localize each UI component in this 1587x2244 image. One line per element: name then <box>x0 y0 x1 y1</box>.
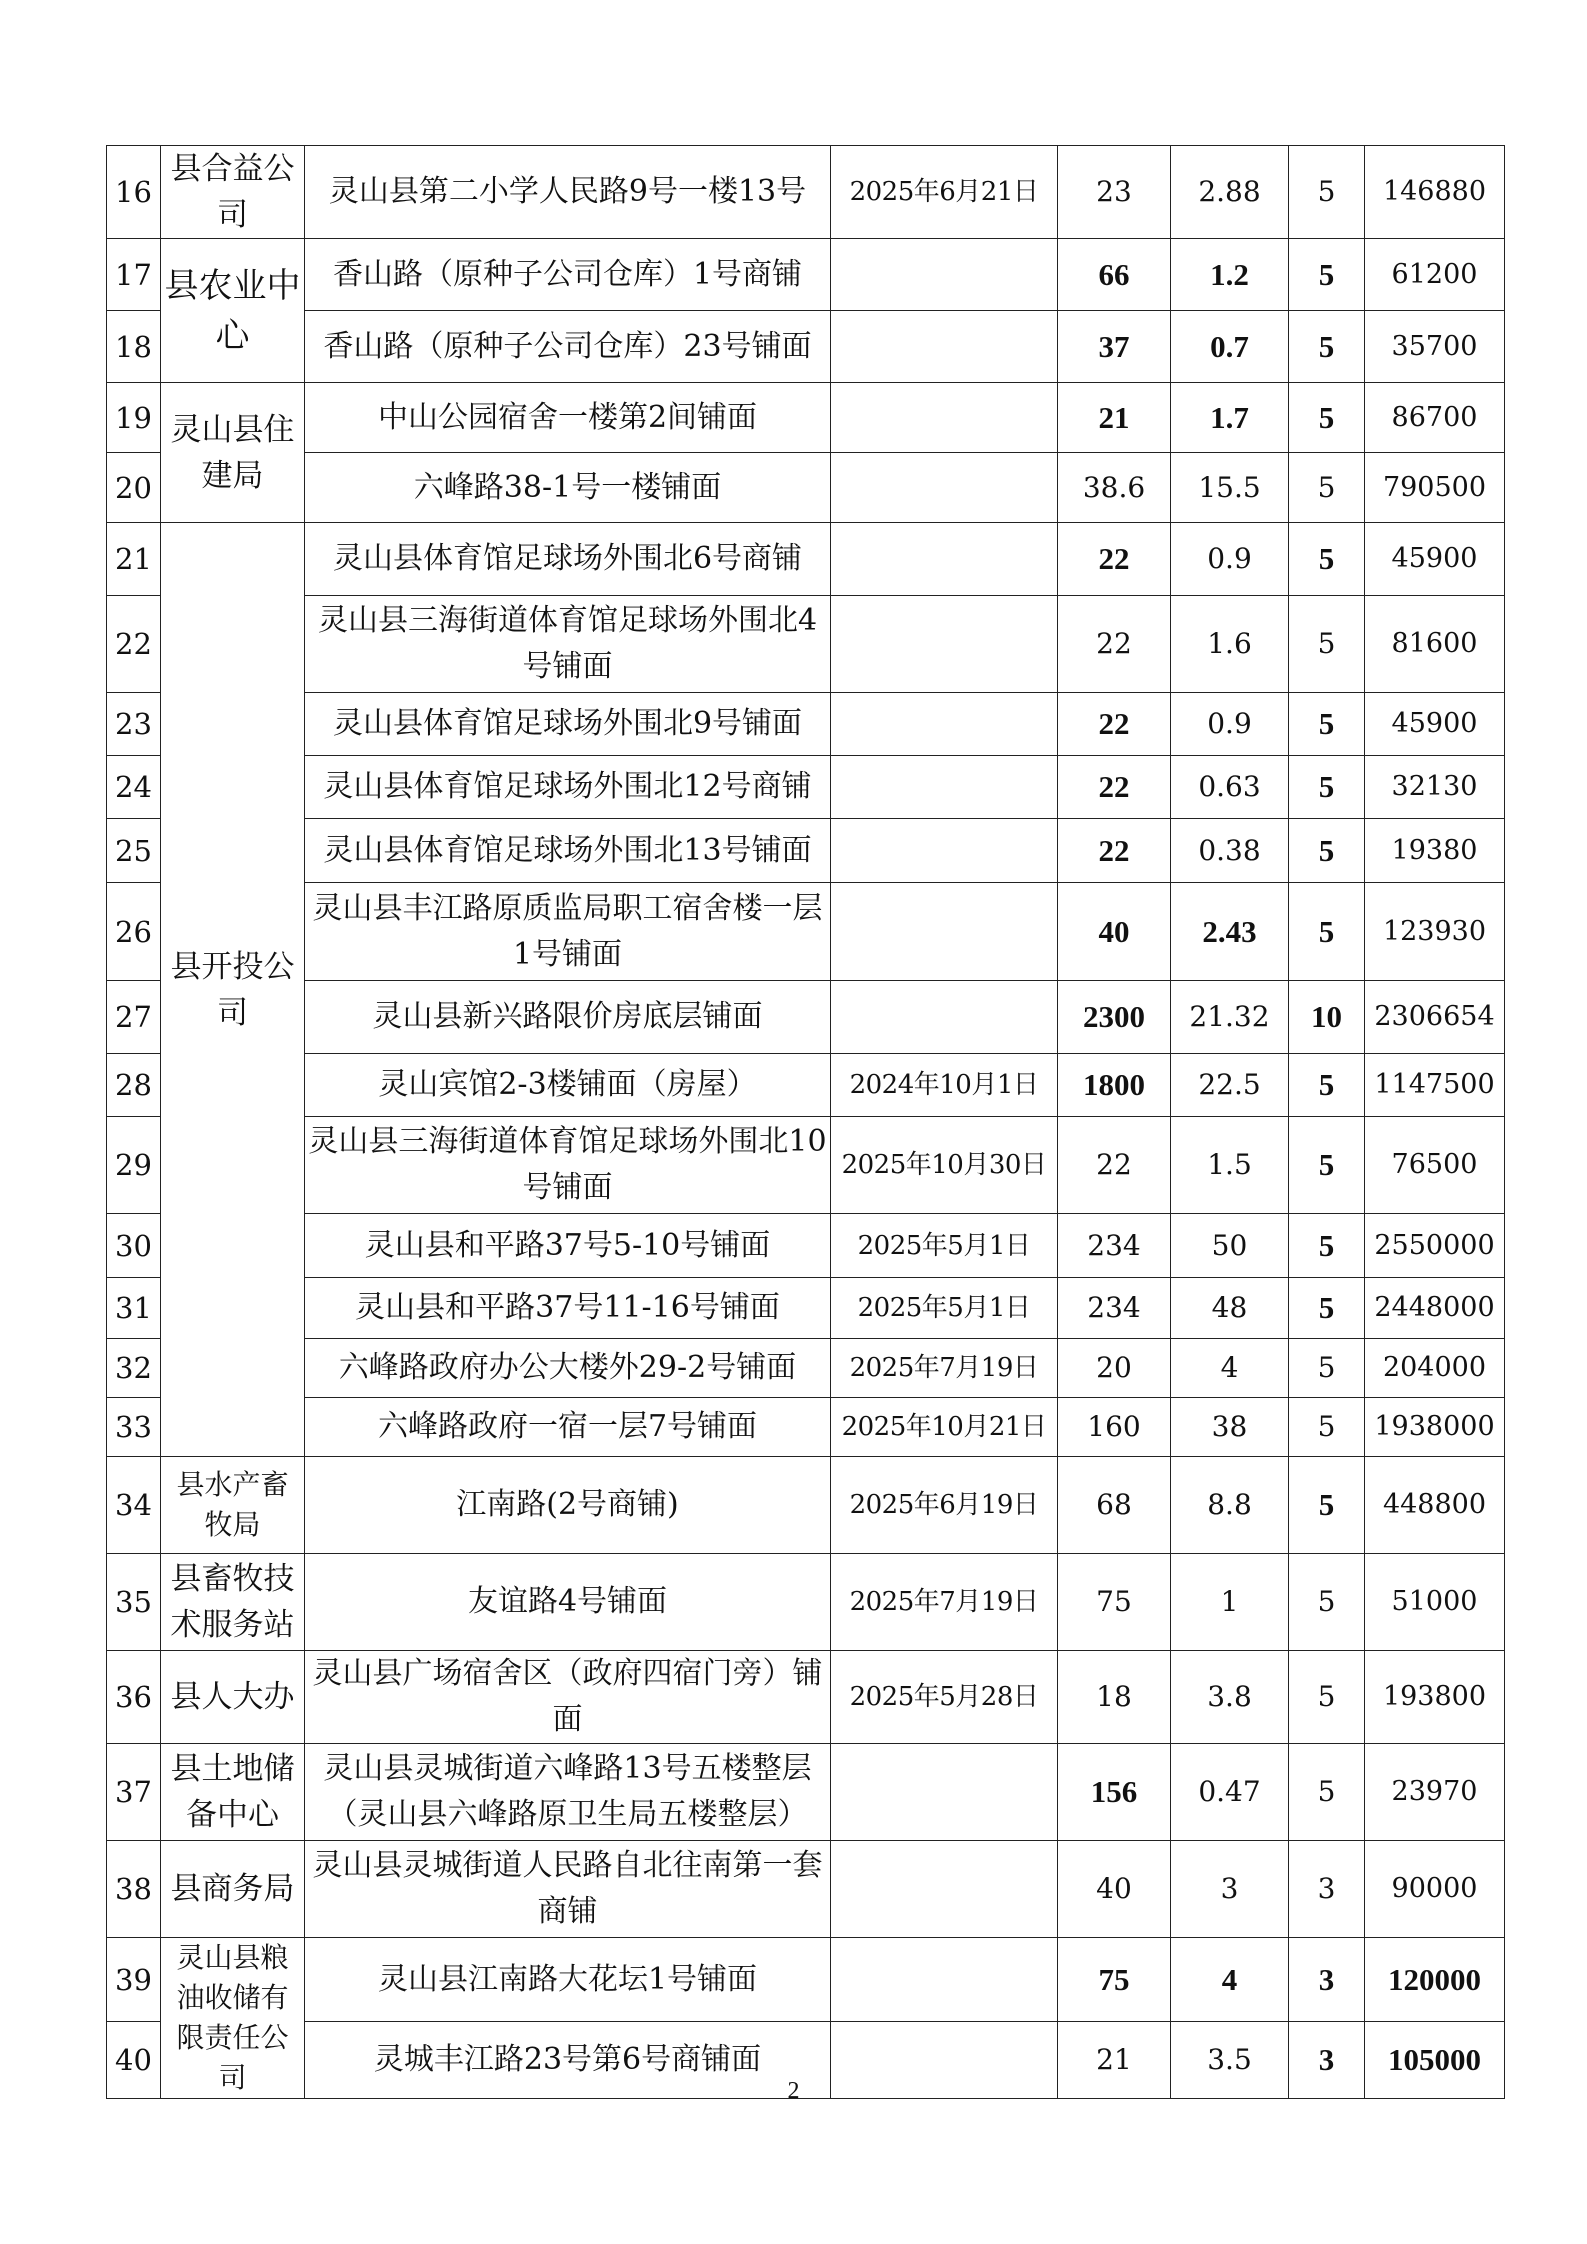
rent: 3.8 <box>1171 1651 1289 1744</box>
area: 22 <box>1058 693 1171 756</box>
area: 1800 <box>1058 1054 1171 1117</box>
table-row <box>107 1841 1505 1938</box>
total: 193800 <box>1365 1651 1505 1744</box>
unit-name: 灵山县住建局 <box>161 383 305 523</box>
years: 5 <box>1289 1214 1365 1278</box>
rent: 15.5 <box>1171 453 1289 523</box>
expiry-date: 2025年6月19日 <box>831 1457 1058 1554</box>
rent: 0.7 <box>1171 311 1289 383</box>
area: 40 <box>1058 1841 1171 1938</box>
unit-name: 县人大办 <box>161 1651 305 1744</box>
expiry-date <box>831 693 1058 756</box>
years: 5 <box>1289 1278 1365 1339</box>
years: 5 <box>1289 596 1365 693</box>
table-row <box>107 1339 1505 1398</box>
table-row <box>107 311 1505 383</box>
area: 68 <box>1058 1457 1171 1554</box>
unit-name: 县合益公司 <box>161 146 305 239</box>
row-number: 38 <box>107 1841 161 1938</box>
area: 37 <box>1058 311 1171 383</box>
rent: 0.9 <box>1171 693 1289 756</box>
area: 21 <box>1058 383 1171 453</box>
area: 66 <box>1058 239 1171 311</box>
table-row <box>107 1554 1505 1651</box>
table-row <box>107 596 1505 693</box>
total: 61200 <box>1365 239 1505 311</box>
unit-name: 县农业中心 <box>161 239 305 383</box>
total: 81600 <box>1365 596 1505 693</box>
table-row <box>107 1938 1505 2022</box>
location: 灵山县新兴路限价房底层铺面 <box>305 981 831 1054</box>
table-row <box>107 756 1505 819</box>
location: 灵山县体育馆足球场外围北6号商铺 <box>305 523 831 596</box>
row-number: 17 <box>107 239 161 311</box>
table-row <box>107 1744 1505 1841</box>
table-row <box>107 1054 1505 1117</box>
location: 灵山县体育馆足球场外围北9号铺面 <box>305 693 831 756</box>
expiry-date <box>831 311 1058 383</box>
row-number: 21 <box>107 523 161 596</box>
rent: 0.47 <box>1171 1744 1289 1841</box>
location: 香山路（原种子公司仓库）23号铺面 <box>305 311 831 383</box>
expiry-date: 2025年5月28日 <box>831 1651 1058 1744</box>
years: 5 <box>1289 819 1365 883</box>
total: 45900 <box>1365 693 1505 756</box>
years: 5 <box>1289 1457 1365 1554</box>
area: 2300 <box>1058 981 1171 1054</box>
row-number: 30 <box>107 1214 161 1278</box>
table-row <box>107 883 1505 981</box>
table-row <box>107 239 1505 311</box>
expiry-date <box>831 756 1058 819</box>
table-row <box>107 1214 1505 1278</box>
years: 5 <box>1289 311 1365 383</box>
area: 75 <box>1058 1554 1171 1651</box>
rent: 0.38 <box>1171 819 1289 883</box>
total: 790500 <box>1365 453 1505 523</box>
area: 22 <box>1058 819 1171 883</box>
rent: 1.7 <box>1171 383 1289 453</box>
location: 灵山县体育馆足球场外围北13号铺面 <box>305 819 831 883</box>
total: 123930 <box>1365 883 1505 981</box>
rent: 50 <box>1171 1214 1289 1278</box>
row-number: 26 <box>107 883 161 981</box>
rent: 48 <box>1171 1278 1289 1339</box>
total: 23970 <box>1365 1744 1505 1841</box>
area: 156 <box>1058 1744 1171 1841</box>
table-row <box>107 1651 1505 1744</box>
rent: 0.9 <box>1171 523 1289 596</box>
rent: 1.6 <box>1171 596 1289 693</box>
area: 18 <box>1058 1651 1171 1744</box>
total: 51000 <box>1365 1554 1505 1651</box>
area: 22 <box>1058 1117 1171 1214</box>
area: 21 <box>1058 2022 1171 2099</box>
total: 76500 <box>1365 1117 1505 1214</box>
location: 六峰路政府一宿一层7号铺面 <box>305 1398 831 1457</box>
area: 22 <box>1058 596 1171 693</box>
rent: 0.63 <box>1171 756 1289 819</box>
expiry-date <box>831 1841 1058 1938</box>
total: 204000 <box>1365 1339 1505 1398</box>
rent: 2.43 <box>1171 883 1289 981</box>
total: 32130 <box>1365 756 1505 819</box>
years: 3 <box>1289 1841 1365 1938</box>
table-row <box>107 1117 1505 1214</box>
rent: 2.88 <box>1171 146 1289 239</box>
location: 灵山县第二小学人民路9号一楼13号 <box>305 146 831 239</box>
location: 灵山宾馆2-3楼铺面（房屋） <box>305 1054 831 1117</box>
unit-name: 县开投公司 <box>161 523 305 1457</box>
total: 105000 <box>1365 2022 1505 2099</box>
rent: 4 <box>1171 1938 1289 2022</box>
table-row <box>107 146 1505 239</box>
years: 5 <box>1289 693 1365 756</box>
unit-name: 县商务局 <box>161 1841 305 1938</box>
row-number: 34 <box>107 1457 161 1554</box>
location: 六峰路38-1号一楼铺面 <box>305 453 831 523</box>
years: 5 <box>1289 1117 1365 1214</box>
total: 1938000 <box>1365 1398 1505 1457</box>
area: 160 <box>1058 1398 1171 1457</box>
expiry-date <box>831 596 1058 693</box>
location: 灵山县灵城街道人民路自北往南第一套商铺 <box>305 1841 831 1938</box>
table-row <box>107 1457 1505 1554</box>
years: 3 <box>1289 2022 1365 2099</box>
expiry-date: 2025年7月19日 <box>831 1554 1058 1651</box>
page-number: 2 <box>787 2078 800 2104</box>
expiry-date: 2025年10月21日 <box>831 1398 1058 1457</box>
expiry-date <box>831 453 1058 523</box>
expiry-date <box>831 239 1058 311</box>
area: 22 <box>1058 523 1171 596</box>
years: 5 <box>1289 1744 1365 1841</box>
rent: 3 <box>1171 1841 1289 1938</box>
total: 2448000 <box>1365 1278 1505 1339</box>
years: 5 <box>1289 883 1365 981</box>
total: 45900 <box>1365 523 1505 596</box>
expiry-date <box>831 883 1058 981</box>
row-number: 16 <box>107 146 161 239</box>
row-number: 35 <box>107 1554 161 1651</box>
years: 5 <box>1289 146 1365 239</box>
row-number: 19 <box>107 383 161 453</box>
area: 22 <box>1058 756 1171 819</box>
row-number: 36 <box>107 1651 161 1744</box>
location: 灵城丰江路23号第6号商铺面 <box>305 2022 831 2099</box>
total: 146880 <box>1365 146 1505 239</box>
total: 448800 <box>1365 1457 1505 1554</box>
years: 5 <box>1289 756 1365 819</box>
expiry-date: 2025年10月30日 <box>831 1117 1058 1214</box>
total: 86700 <box>1365 383 1505 453</box>
area: 234 <box>1058 1214 1171 1278</box>
rent: 1.2 <box>1171 239 1289 311</box>
row-number: 33 <box>107 1398 161 1457</box>
row-number: 37 <box>107 1744 161 1841</box>
unit-name: 县畜牧技术服务站 <box>161 1554 305 1651</box>
area: 40 <box>1058 883 1171 981</box>
location: 灵山县灵城街道六峰路13号五楼整层（灵山县六峰路原卫生局五楼整层） <box>305 1744 831 1841</box>
row-number: 20 <box>107 453 161 523</box>
location: 灵山县体育馆足球场外围北12号商铺 <box>305 756 831 819</box>
row-number: 29 <box>107 1117 161 1214</box>
row-number: 23 <box>107 693 161 756</box>
total: 120000 <box>1365 1938 1505 2022</box>
years: 5 <box>1289 383 1365 453</box>
location: 灵山县三海街道体育馆足球场外围北4号铺面 <box>305 596 831 693</box>
expiry-date <box>831 981 1058 1054</box>
expiry-date <box>831 523 1058 596</box>
table-row <box>107 383 1505 453</box>
total: 2306654 <box>1365 981 1505 1054</box>
table-row <box>107 453 1505 523</box>
location: 灵山县和平路37号5-10号铺面 <box>305 1214 831 1278</box>
years: 3 <box>1289 1938 1365 2022</box>
row-number: 28 <box>107 1054 161 1117</box>
rent: 22.5 <box>1171 1054 1289 1117</box>
table-row <box>107 693 1505 756</box>
location: 中山公园宿舍一楼第2间铺面 <box>305 383 831 453</box>
rent: 1 <box>1171 1554 1289 1651</box>
expiry-date <box>831 1744 1058 1841</box>
years: 5 <box>1289 1054 1365 1117</box>
expiry-date: 2025年6月21日 <box>831 146 1058 239</box>
row-number: 18 <box>107 311 161 383</box>
total: 2550000 <box>1365 1214 1505 1278</box>
total: 19380 <box>1365 819 1505 883</box>
location: 灵山县广场宿舍区（政府四宿门旁）铺面 <box>305 1651 831 1744</box>
expiry-date: 2025年7月19日 <box>831 1339 1058 1398</box>
expiry-date <box>831 1938 1058 2022</box>
area: 20 <box>1058 1339 1171 1398</box>
table-row <box>107 523 1505 596</box>
area: 23 <box>1058 146 1171 239</box>
total: 90000 <box>1365 1841 1505 1938</box>
years: 5 <box>1289 1398 1365 1457</box>
table-row <box>107 1398 1505 1457</box>
table-row <box>107 1278 1505 1339</box>
rent: 38 <box>1171 1398 1289 1457</box>
asset-lease-table <box>106 145 1505 2099</box>
location: 灵山县江南路大花坛1号铺面 <box>305 1938 831 2022</box>
expiry-date: 2025年5月1日 <box>831 1278 1058 1339</box>
years: 10 <box>1289 981 1365 1054</box>
years: 5 <box>1289 453 1365 523</box>
row-number: 24 <box>107 756 161 819</box>
expiry-date: 2025年5月1日 <box>831 1214 1058 1278</box>
rent: 1.5 <box>1171 1117 1289 1214</box>
unit-name: 县土地储备中心 <box>161 1744 305 1841</box>
area: 38.6 <box>1058 453 1171 523</box>
row-number: 27 <box>107 981 161 1054</box>
years: 5 <box>1289 523 1365 596</box>
row-number: 31 <box>107 1278 161 1339</box>
table-row <box>107 819 1505 883</box>
location: 灵山县丰江路原质监局职工宿舍楼一层1号铺面 <box>305 883 831 981</box>
location: 六峰路政府办公大楼外29-2号铺面 <box>305 1339 831 1398</box>
row-number: 22 <box>107 596 161 693</box>
expiry-date <box>831 819 1058 883</box>
years: 5 <box>1289 1554 1365 1651</box>
location: 江南路(2号商铺) <box>305 1457 831 1554</box>
years: 5 <box>1289 1339 1365 1398</box>
row-number: 32 <box>107 1339 161 1398</box>
row-number: 39 <box>107 1938 161 2022</box>
expiry-date <box>831 383 1058 453</box>
expiry-date: 2024年10月1日 <box>831 1054 1058 1117</box>
rent: 3.5 <box>1171 2022 1289 2099</box>
area: 75 <box>1058 1938 1171 2022</box>
area: 234 <box>1058 1278 1171 1339</box>
rent: 4 <box>1171 1339 1289 1398</box>
location: 灵山县和平路37号11-16号铺面 <box>305 1278 831 1339</box>
total: 35700 <box>1365 311 1505 383</box>
unit-name: 县水产畜牧局 <box>161 1457 305 1554</box>
years: 5 <box>1289 239 1365 311</box>
rent: 21.32 <box>1171 981 1289 1054</box>
years: 5 <box>1289 1651 1365 1744</box>
row-number: 25 <box>107 819 161 883</box>
location: 香山路（原种子公司仓库）1号商铺 <box>305 239 831 311</box>
rent: 8.8 <box>1171 1457 1289 1554</box>
total: 1147500 <box>1365 1054 1505 1117</box>
location: 灵山县三海街道体育馆足球场外围北10号铺面 <box>305 1117 831 1214</box>
unit-name: 灵山县粮油收储有限责任公司 <box>161 1938 305 2099</box>
table-row <box>107 981 1505 1054</box>
row-number: 40 <box>107 2022 161 2099</box>
location: 友谊路4号铺面 <box>305 1554 831 1651</box>
